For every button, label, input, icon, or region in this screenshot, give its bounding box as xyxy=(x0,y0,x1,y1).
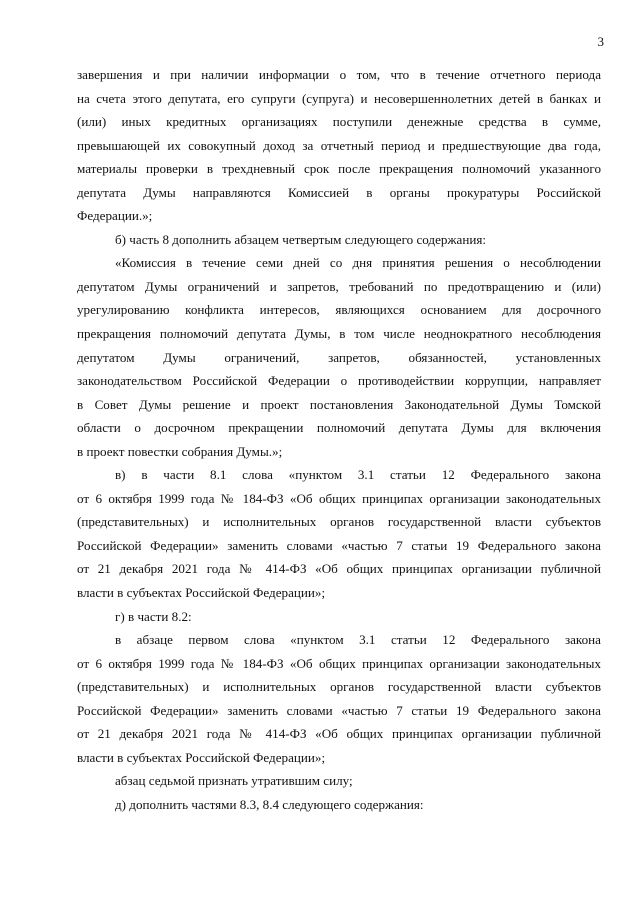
text-line: депутатом Думы ограничений и запретов, требований по предотвращению и (или) xyxy=(77,278,601,294)
paragraph xyxy=(77,769,601,793)
text-line: в) в части 8.1 слова «пунктом 3.1 статьи 12 Федерального закона xyxy=(115,467,601,483)
text-line: от 21 декабря 2021 года № 414-ФЗ «Об общих принципах организации публичной xyxy=(77,561,601,577)
text-line: в проект повестки собрания Думы.»; xyxy=(77,443,283,459)
paragraph xyxy=(77,228,601,252)
text-line: д) дополнить частями 8.3, 8.4 следующего содержания: xyxy=(115,796,424,812)
text-line: урегулированию конфликта интересов, являющихся основанием для досрочного xyxy=(77,302,601,318)
paragraph xyxy=(77,628,601,769)
text-line: Российской Федерации» заменить словами «частью 7 статьи 19 Федерального закона xyxy=(77,537,601,553)
text-line: (представительных) и исполнительных органов государственной власти субъектов xyxy=(77,679,601,695)
text-line: г) в части 8.2: xyxy=(115,608,192,624)
text-line: материалы проверки в трехдневный срок после прекращения полномочий указанного xyxy=(77,161,601,177)
paragraph xyxy=(77,463,601,604)
document-body xyxy=(77,63,601,817)
text-line: превышающей их совокупный доход за отчетный период и предшествующие два года, xyxy=(77,137,601,153)
text-line: на счета этого депутата, его супруги (супруга) и несовершеннолетних детей в банках и xyxy=(77,90,601,106)
text-line: власти в субъектах Российской Федерации»; xyxy=(77,749,326,765)
text-line: депутатом Думы ограничений, запретов, обязанностей, установленных xyxy=(77,349,601,365)
text-line: от 6 октября 1999 года № 184-ФЗ «Об общих принципах организации законодательных xyxy=(77,655,601,671)
text-line: б) часть 8 дополнить абзацем четвертым следующего содержания: xyxy=(115,231,486,247)
text-line: в Совет Думы решение и проект постановления Законодательной Думы Томской xyxy=(77,396,601,412)
paragraph xyxy=(77,63,601,228)
text-line: власти в субъектах Российской Федерации»; xyxy=(77,585,326,601)
paragraph xyxy=(77,793,601,817)
paragraph xyxy=(77,251,601,463)
paragraph xyxy=(77,605,601,629)
text-line: абзац седьмой признать утратившим силу; xyxy=(115,773,353,789)
text-line: депутата Думы направляются Комиссией в органы прокуратуры Российской xyxy=(77,184,601,200)
text-line: (представительных) и исполнительных органов государственной власти субъектов xyxy=(77,514,601,530)
text-line: Российской Федерации» заменить словами «частью 7 статьи 19 Федерального закона xyxy=(77,702,601,718)
text-line: завершения и при наличии информации о том, что в течение отчетного периода xyxy=(77,67,601,82)
text-line: в абзаце первом слова «пунктом 3.1 статьи 12 Федерального закона xyxy=(115,632,601,648)
page-number: 3 xyxy=(597,34,604,49)
text-line: от 6 октября 1999 года № 184-ФЗ «Об общих принципах организации законодательных xyxy=(77,490,601,506)
text-line: Федерации.»; xyxy=(77,208,153,224)
text-line: «Комиссия в течение семи дней со дня принятия решения о несоблюдении xyxy=(115,255,601,271)
text-line: области о досрочном прекращении полномочий депутата Думы для включения xyxy=(77,420,601,436)
text-line: законодательством Российской Федерации о противодействии коррупции, направляет xyxy=(77,373,601,389)
text-line: прекращения полномочий депутата Думы, в том числе неоднократного несоблюдения xyxy=(77,326,601,342)
text-line: (или) иных кредитных организациях поступили денежные средства в сумме, xyxy=(77,114,601,130)
text-line: от 21 декабря 2021 года № 414-ФЗ «Об общих принципах организации публичной xyxy=(77,726,601,742)
